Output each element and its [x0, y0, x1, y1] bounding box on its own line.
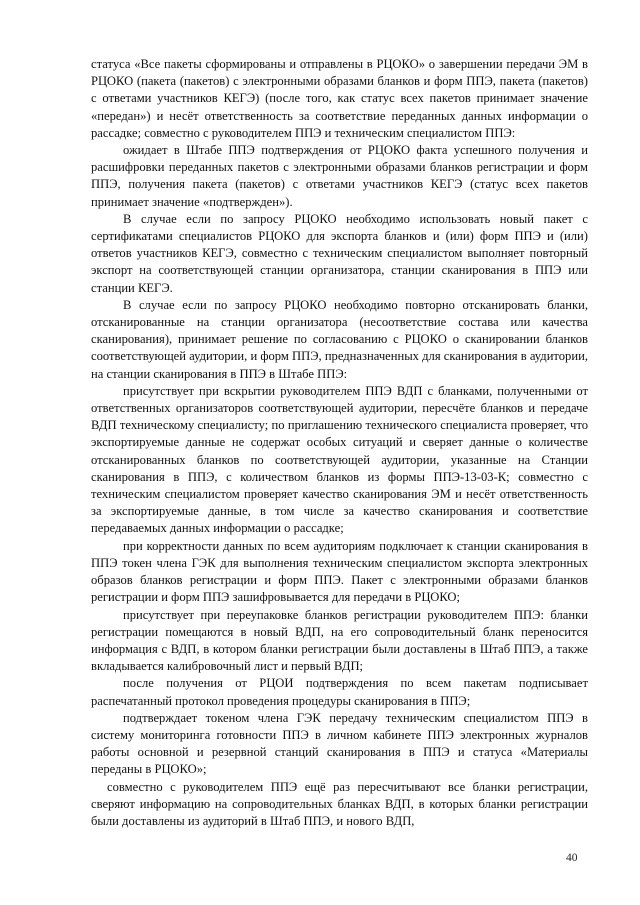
page-number: 40 — [566, 852, 578, 864]
paragraph-8: после получения от РЦОИ подтверждения по всем пакетам подписывает распечатанный протокол проведения процедуры сканирования в ППЭ; — [91, 676, 588, 708]
paragraph-4: В случае если по запросу РЦОКО необходимо повторно отсканировать бланки, отсканированные на станции организатора (несоответствие состава или качества сканирования), принимает решение по согласованию с РЦОКО о сканировании бланков соответствующей аудитории, и форм ППЭ, предназначенных для сканирования в аудитории, на станции сканирования в ППЭ в Штабе ППЭ: — [91, 297, 588, 381]
paragraph-10: совместно с руководителем ППЭ ещё раз пересчитывают все бланки регистрации, сверяют информацию на сопроводительных бланках ВДП, в которых бланки регистрации были доставлены из аудиторий в Штаб ППЭ, и нового ВДП, — [91, 779, 588, 828]
paragraph-5: присутствует при вскрытии руководителем ППЭ ВДП с бланками, полученными от ответственных организаторов соответствующей аудитории, пересчёте бланков и передаче ВДП техническому специалисту; по приглашению технического специалиста проверяет, что экспортируемые данные не содержат особых ситуаций и сверяет данные о количестве отсканированных бланков по соответствующей аудитории, указанные на Станции сканирования в ППЭ, с количеством бланков из формы ППЭ-13-03-К; совместно с техническим специалистом проверяет качество сканирования ЭМ и несёт ответственность за экспортируемые данные, в том числе за качество сканирования и соответствие передаваемых данных информации о рассадке; — [91, 383, 588, 536]
paragraph-7: присутствует при переупаковке бланков регистрации руководителем ППЭ: бланки регистрации помещаются в новый ВДП, на его сопроводительный бланк переносится информация с ВДП, в котором бланки регистрации были доставлены в Штаб ППЭ, а также вкладывается калибровочный лист и первый ВДП; — [91, 607, 588, 674]
paragraph-9: подтверждает токеном члена ГЭК передачу техническим специалистом ППЭ в систему мониторинга готовности ППЭ в личном кабинете ППЭ электронных журналов работы основной и резервной станций сканирования в ППЭ и статуса «Материалы переданы в РЦОКО»; — [91, 710, 588, 777]
paragraph-2: ожидает в Штабе ППЭ подтверждения от РЦОКО факта успешного получения и расшифровки переданных пакетов с электронными образами бланков регистрации и форм ППЭ, получения пакета (пакетов) с ответами участников КЕГЭ (статус всех пакетов принимает значение «подтвержден»). — [91, 143, 588, 209]
paragraph-3: В случае если по запросу РЦОКО необходимо использовать новый пакет с сертификатами специалистов РЦОКО для экспорта бланков и (или) форм ППЭ и (или) ответов участников КЕГЭ, совместно с техническим специалистом выполняет повторный экспорт на соответствующей станции организатора, станции сканирования в ППЭ или станции КЕГЭ. — [91, 211, 588, 295]
paragraph-6: при корректности данных по всем аудиториям подключает к станции сканирования в ППЭ токен члена ГЭК для выполнения техническим специалистом экспорта электронных образов бланков регистрации и форм ППЭ. Пакет с электронными образами бланков регистрации и форм ППЭ зашифровывается для передачи в РЦОКО; — [91, 538, 588, 605]
paragraph-1: статуса «Все пакеты сформированы и отправлены в РЦОКО» о завершении передачи ЭМ в РЦОКО (пакета (пакетов) с электронными образами бланков и форм ППЭ, пакета (пакетов) с ответами участников КЕГЭ) (после того, как статус всех пакетов принимает значение «передан») и несёт ответственность за соответствие переданных данных информации о рассадке; совместно с руководителем ППЭ и техническим специалистом ППЭ: — [91, 57, 588, 140]
